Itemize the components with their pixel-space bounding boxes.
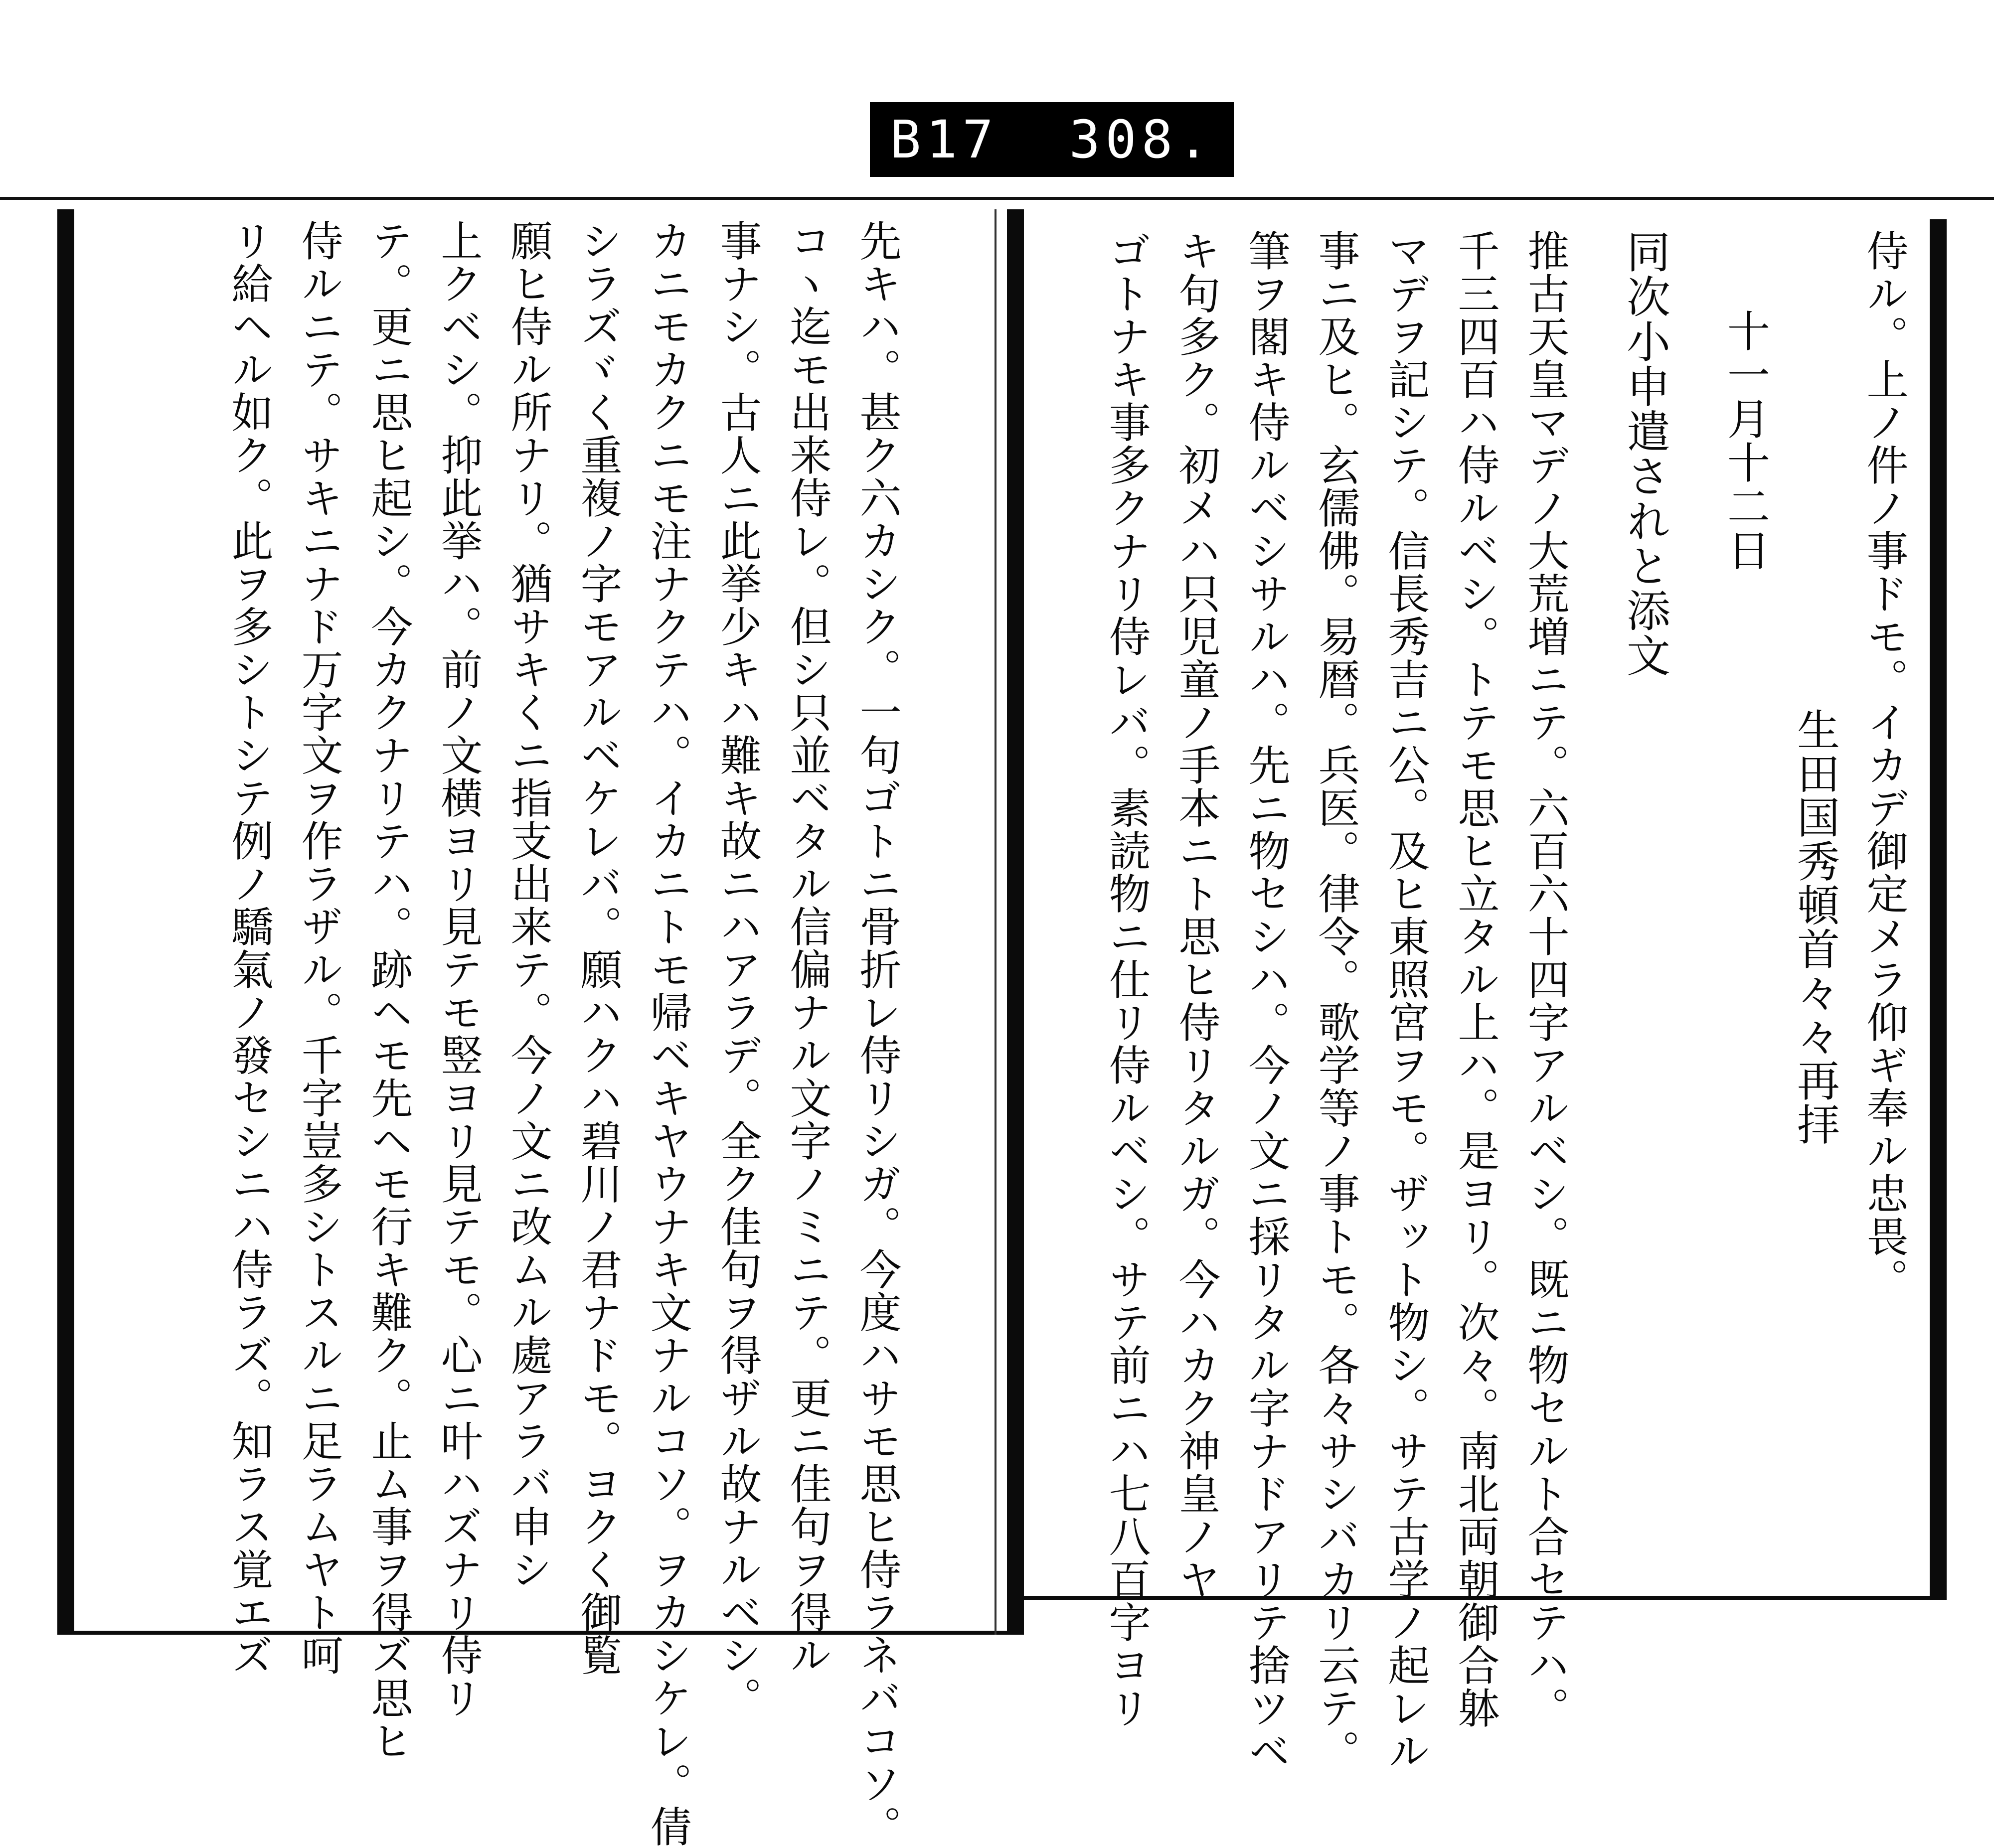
signature-line: 生田国秀頓首々々再拝 [1790,708,1839,1146]
text-line: 筆ヲ閣キ侍ルベシサルハ。先ニ物セシハ。今ノ文ニ採リタル字ナドアリテ捨ツベ [1242,229,1291,1772]
text-line: カニモカクニモ注ナクテハ。イカニトモ帰ベキヤウナキ文ナルコソ。ヲカシケレ。倩 [644,219,692,1848]
gutter-line [995,209,997,1635]
text-line: 千三四百ハ侍ルベシ。トテモ思ヒ立タル上ハ。是ヨリ。次々。南北両朝御合躰 [1451,229,1500,1729]
text-line: 事ニ及ヒ。玄儒佛。易暦。兵医。律令。歌学等ノ事トモ。各々サシバカリ云テ。 [1312,229,1360,1772]
text-line: マデヲ記シテ。信長秀吉ニ公。及ヒ東照宮ヲモ。ザット物シ。サテ古学ノ起レル [1381,229,1430,1772]
text-line: 推古天皇マデノ大荒増ニテ。六百六十四字アルベシ。既ニ物セルト合セテハ。 [1521,229,1570,1729]
film-label-right: 308. [1069,109,1214,170]
text-line: 先キハ。甚ク六カシク。一句ゴトニ骨折レ侍リシガ。今度ハサモ思ヒ侍ラネバコソ。 [853,219,902,1848]
text-line: シラズヾく重複ノ字モアルベケレバ。願ハクハ碧川ノ君ナドモ。ヨクく御覧 [574,219,623,1677]
text-line: 願ヒ侍ル所ナリ。猶サキくニ指支出来テ。今ノ文ニ改ムル處アラバ申シ [504,219,553,1591]
scan-top-edge [0,197,1994,200]
text-line: リ給ヘル如ク。此ヲ多シトシテ例ノ驕氣ノ發セシニハ侍ラズ。知ラス覚エズ [225,219,274,1677]
text-line: 上クベシ。抑此挙ハ。前ノ文横ヨリ見テモ竪ヨリ見テモ。心ニ叶ハズナリ侍リ [434,219,483,1719]
text-line: 事ナシ。古人ニ此挙少キハ難キ故ニハアラデ。全ク佳句ヲ得ザル故ナルベシ。 [713,219,762,1719]
text-line: ゴトナキ事多クナリ侍レバ。素読物ニ仕リ侍ルベシ。サテ前ニハ七八百字ヨリ [1102,229,1151,1729]
letter-title: 同次小申遣されと添文 [1620,229,1671,678]
text-line: コヽ迄モ出来侍レ。但シ只並ベタル信偏ナル文字ノミニテ。更ニ佳句ヲ得ル [783,219,832,1677]
text-line: 侍ルニテ。サキニナド万字文ヲ作ラザル。千字豈多シトスルニ足ラムヤト呵 [295,219,343,1677]
left-page-text [105,219,912,1848]
book-spine [1007,209,1024,1635]
right-page-text [1092,229,1919,1772]
film-label-left: B17 [890,109,998,170]
text-line: 侍ル。上ノ件ノ事ドモ。イカデ御定メラ仰ギ奉ル忠畏。 [1860,229,1909,1301]
text-line: テ。更ニ思ヒ起シ。今カクナリテハ。跡ヘモ先ヘモ行キ難ク。止ム事ヲ得ズ思ヒ [364,219,413,1762]
text-line: キ句多ク。初メハ只児童ノ手本ニト思ヒ侍リタルガ。今ハカク神皇ノヤ [1172,229,1221,1601]
date-line: 十一月十二日 [1720,309,1770,572]
microfilm-reference-label [870,102,1234,177]
